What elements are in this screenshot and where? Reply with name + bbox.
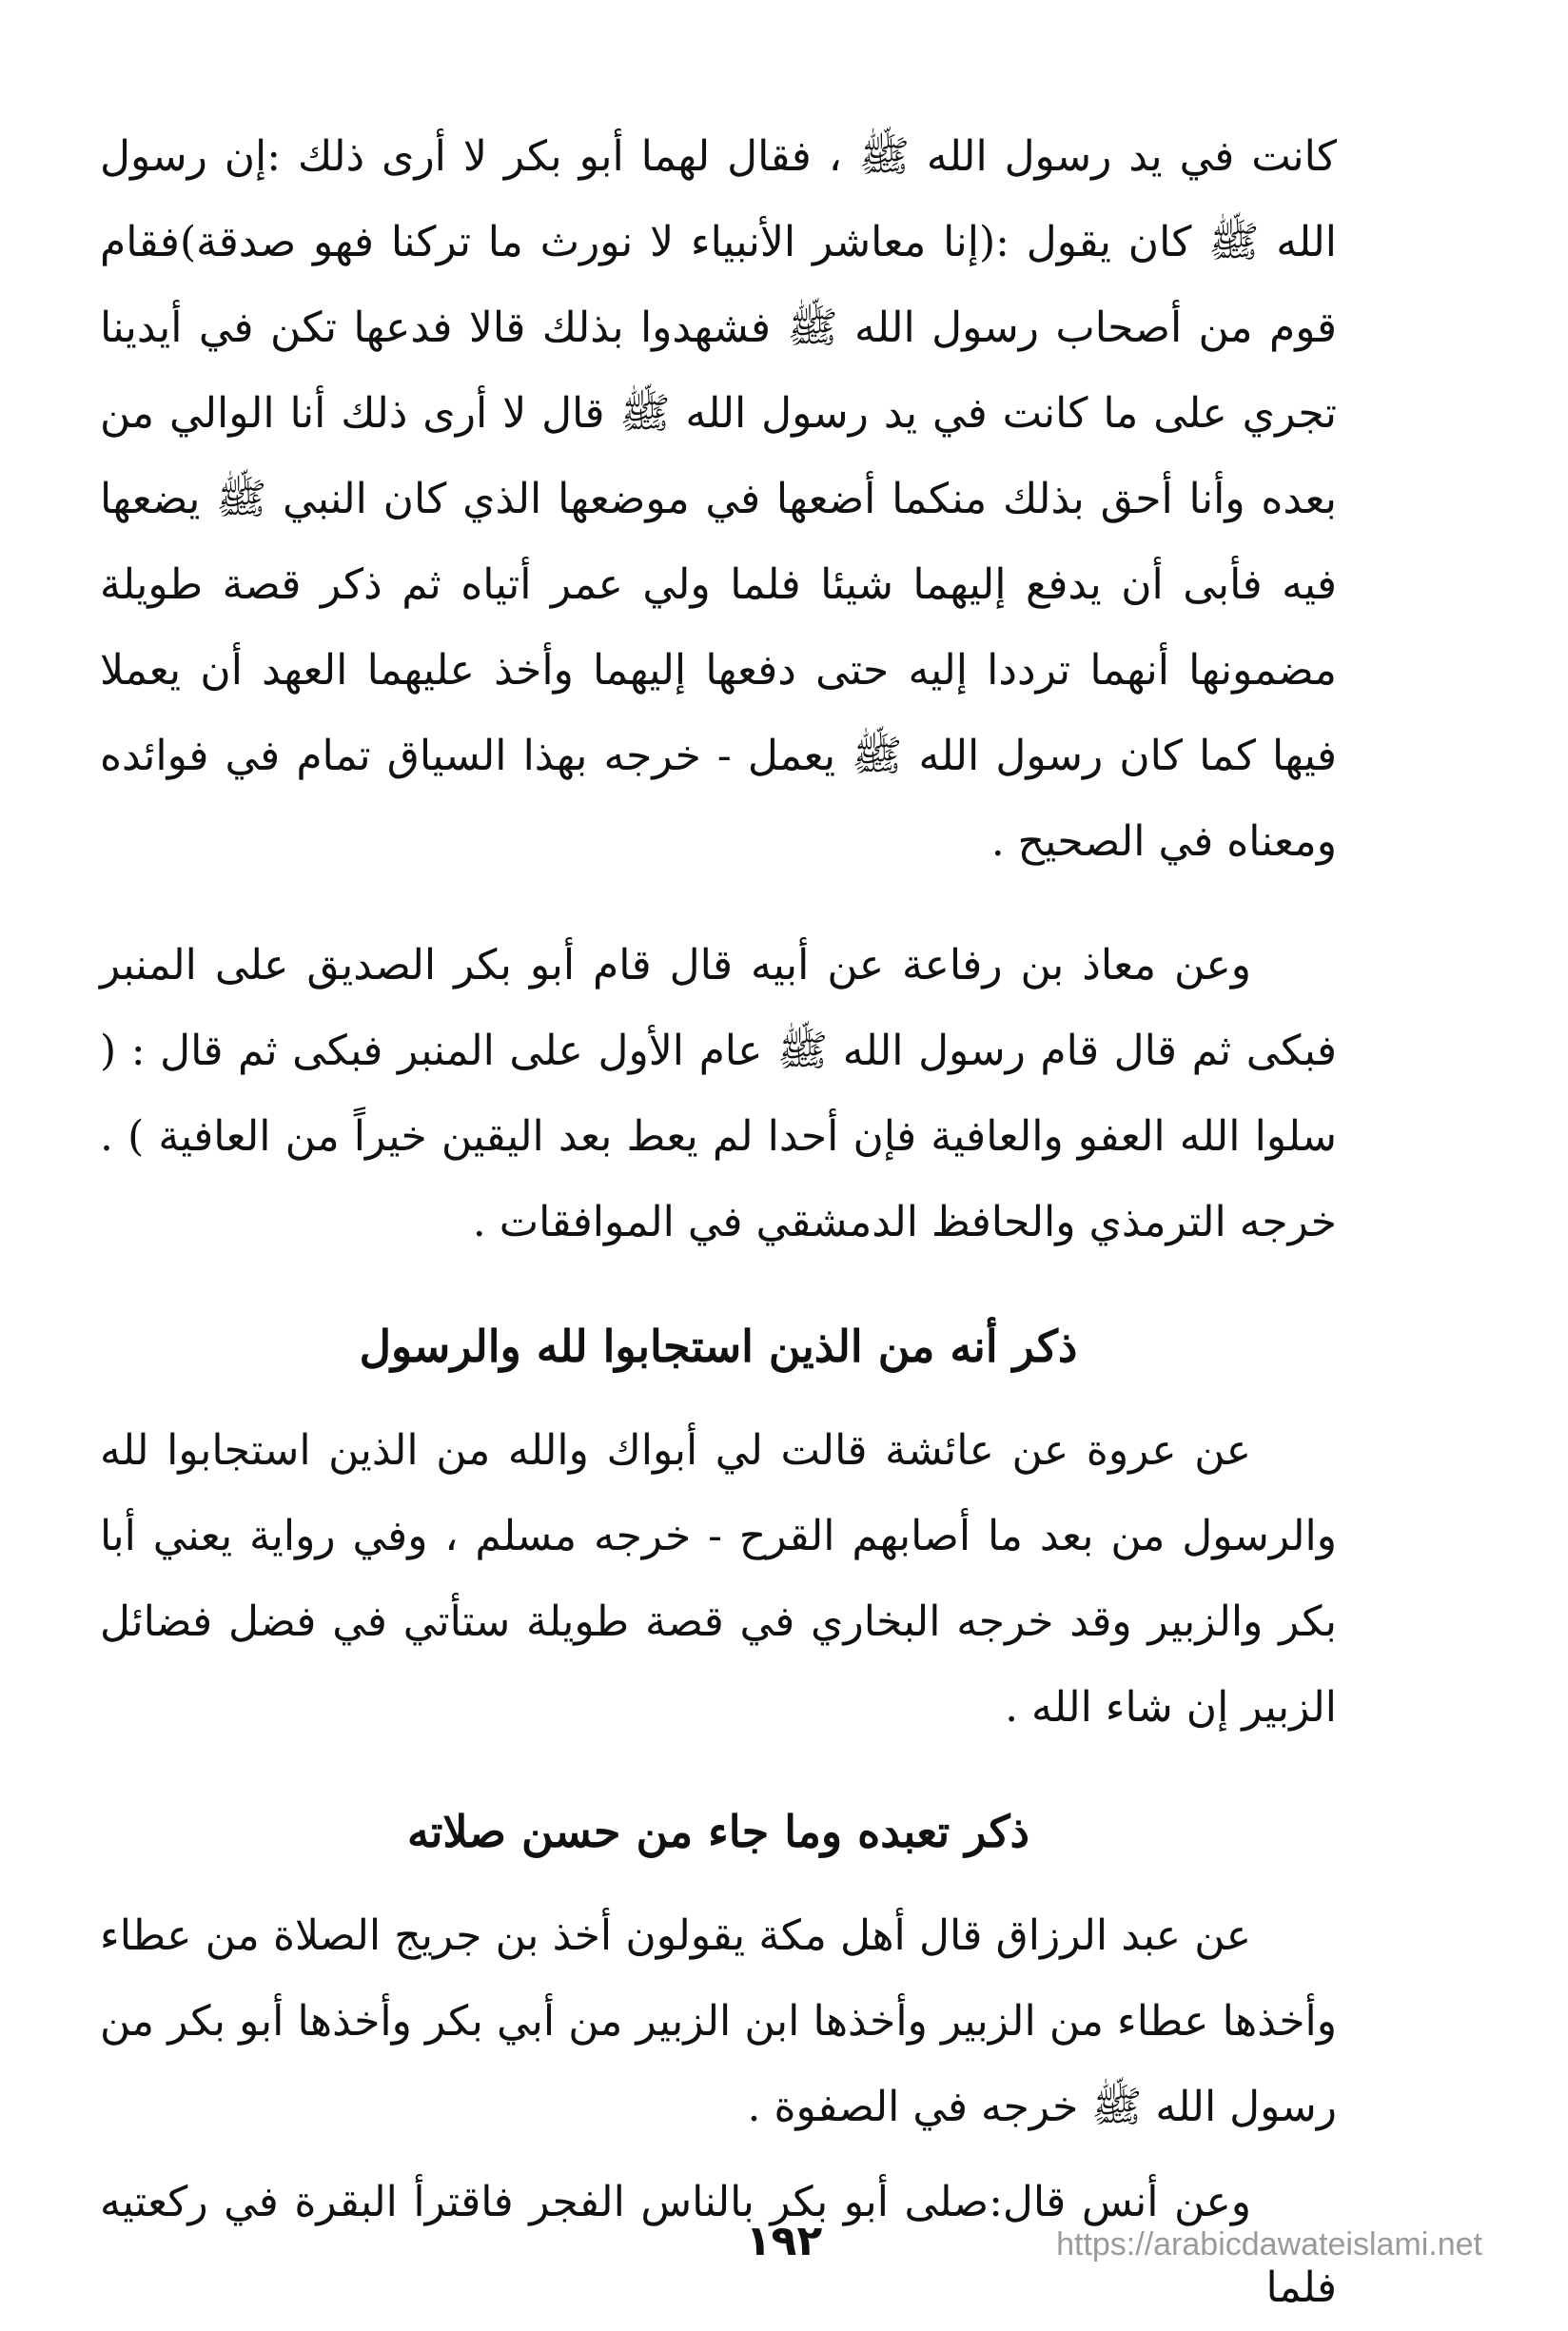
section-heading-responders: ذكر أنه من الذين استجابوا لله والرسول (359, 1321, 1078, 1372)
paragraph-fadak-narration: كانت في يد رسول الله ﷺ ، فقال لهما أبو بكر لا أرى ذلك :إن رسول الله ﷺ كان يقول :(إنا معاشر الأنبياء لا نورث ما تركنا فهو صدقة)فقام قوم من أصحاب رسول الله ﷺ فشهدوا بذلك قالا فدعها تكن في أيدينا تجري على ما كانت في يد رسول الله ﷺ قال لا أرى ذلك أنا الوالي من بعده وأنا أحق بذلك منكما أضعها في موضعها الذي كان النبي ﷺ يضعها فيه فأبى أن يدفع إليهما شيئا فلما ولي عمر أتياه ثم ذكر قصة طويلة مضمونها أنهما ترددا إليه حتى دفعها إليهما وأخذ عليهما العهد أن يعملا فيها كما كان رسول الله ﷺ يعمل - خرجه بهذا السياق تمام في فوائده ومعناه في الصحيح . (100, 132, 1337, 866)
page-number: ١٩٢ (745, 2217, 823, 2265)
section-heading-worship: ذكر تعبده وما جاء من حسن صلاته (406, 1806, 1030, 1857)
paragraph-anas-narration: وعن أنس قال:صلى أبو بكر بالناس الفجر فاقترأ البقرة في ركعتيه فلما (100, 2178, 1337, 2312)
document-page (100, 114, 1337, 2331)
paragraph-abdulrazzaq-narration: عن عبد الرزاق قال أهل مكة يقولون أخذ بن جريج الصلاة من عطاء وأخذها عطاء من الزبير وأخذها ابن الزبير من أبي بكر وأخذها أبو بكر من رسول الله ﷺ خرجه في الصفوة . (100, 1911, 1337, 2131)
paragraph-urwa-narration: عن عروة عن عائشة قالت لي أبواك والله من الذين استجابوا لله والرسول من بعد ما أصابهم القرح - خرجه مسلم ، وفي رواية يعني أبا بكر والزبير وقد خرجه البخاري في قصة طويلة ستأتي في فضل فضائل الزبير إن شاء الله . (100, 1426, 1337, 1732)
watermark-url: https://arabicdawateislami.net (1056, 2226, 1482, 2262)
paragraph-muadh-narration: وعن معاذ بن رفاعة عن أبيه قال قام أبو بكر الصديق على المنبر فبكى ثم قال قام رسول الله ﷺ عام الأول على المنبر فبكى ثم قال : ( سلوا الله العفو والعافية فإن أحدا لم يعط بعد اليقين خيراً من العافية ) . خرجه الترمذي والحافظ الدمشقي في الموافقات . (100, 941, 1337, 1246)
